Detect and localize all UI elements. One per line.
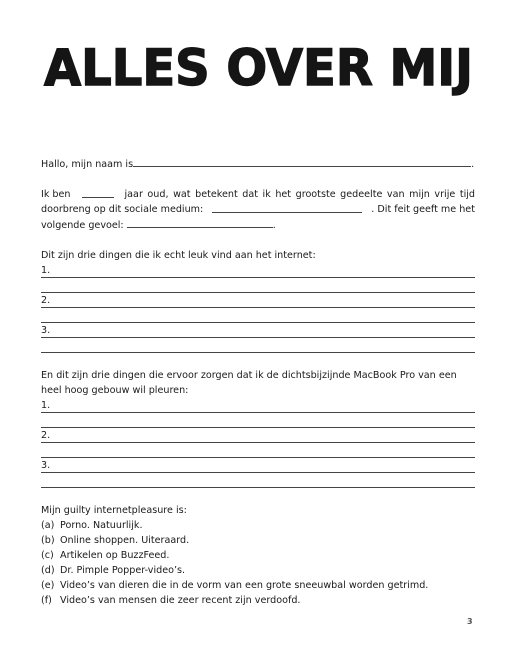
likes-number: 2. [41, 295, 51, 306]
age-line [41, 187, 475, 202]
name-prefix: Hallo, mijn naam is [41, 159, 134, 170]
dislikes-number: 2. [41, 430, 51, 441]
likes-item-2-extra[interactable] [41, 308, 475, 323]
guilty-option-f[interactable] [41, 593, 475, 608]
dislikes-item-1-extra[interactable] [41, 413, 475, 428]
dislikes-heading: En dit zijn drie dingen die ervoor zorgen dat ik de dichtsbijzijnde MacBook Pro van een [41, 370, 457, 381]
guilty-heading: Mijn guilty internetpleasure is: [41, 505, 187, 516]
age-field[interactable] [82, 187, 114, 198]
guilty-option-d[interactable] [41, 563, 475, 578]
likes-item-2[interactable] [41, 293, 475, 308]
feeling-field[interactable] [127, 217, 273, 228]
name-field[interactable] [133, 156, 471, 167]
dislikes-item-3-extra[interactable] [41, 473, 475, 488]
page-title: ALLES OVER MIJ [44, 39, 474, 97]
name-suffix: . [471, 159, 475, 170]
medium-field[interactable] [212, 202, 362, 213]
dislikes-item-2-extra[interactable] [41, 443, 475, 458]
dislikes-section [41, 368, 475, 488]
option-label: (b) [41, 535, 55, 546]
dislikes-item-2[interactable] [41, 428, 475, 443]
option-text: Dr. Pimple Popper-video’s. [60, 565, 186, 576]
option-label: (d) [41, 565, 55, 576]
likes-item-3[interactable] [41, 323, 475, 338]
option-label: (f) [41, 595, 52, 606]
page-number: 3 [467, 617, 473, 626]
option-text: Video’s van mensen die zeer recent zijn verdoofd. [60, 595, 301, 606]
medium-suffix: . Dit feit geeft me het [371, 204, 475, 215]
worksheet-content [41, 156, 475, 608]
guilty-option-b[interactable] [41, 533, 475, 548]
medium-prefix: doorbreng op dit sociale medium: [41, 204, 204, 215]
likes-item-3-extra[interactable] [41, 338, 475, 353]
likes-section [41, 248, 475, 353]
feeling-prefix: volgende gevoel: [41, 220, 124, 231]
likes-number: 1. [41, 265, 51, 276]
option-label: (a) [41, 520, 55, 531]
dislikes-item-1[interactable] [41, 398, 475, 413]
age-text: jaar oud, wat betekent dat ik het grootste gedeelte van mijn vrije tijd [124, 189, 475, 200]
option-label: (e) [41, 580, 55, 591]
likes-item-1[interactable] [41, 263, 475, 278]
likes-number: 3. [41, 325, 51, 336]
guilty-option-c[interactable] [41, 548, 475, 563]
guilty-option-e[interactable] [41, 578, 475, 593]
age-prefix: Ik ben [41, 189, 71, 200]
medium-line [41, 202, 475, 217]
likes-heading: Dit zijn drie dingen die ik echt leuk vind aan het internet: [41, 250, 316, 261]
option-label: (c) [41, 550, 54, 561]
option-text: Artikelen op BuzzFeed. [60, 550, 170, 561]
dislikes-number: 3. [41, 460, 51, 471]
option-text: Video’s van dieren die in de vorm van een grote sneeuwbal worden getrimd. [60, 580, 429, 591]
dislikes-number: 1. [41, 400, 51, 411]
option-text: Online shoppen. Uiteraard. [60, 535, 190, 546]
likes-item-1-extra[interactable] [41, 278, 475, 293]
feeling-line [41, 217, 475, 233]
dislikes-heading-cont: heel hoog gebouw wil pleuren: [41, 385, 189, 396]
guilty-section [41, 503, 475, 608]
dislikes-item-3[interactable] [41, 458, 475, 473]
age-paragraph [41, 187, 475, 233]
name-line [41, 156, 475, 172]
option-text: Porno. Natuurlijk. [60, 520, 143, 531]
feeling-suffix: . [272, 220, 276, 231]
guilty-option-a[interactable] [41, 518, 475, 533]
